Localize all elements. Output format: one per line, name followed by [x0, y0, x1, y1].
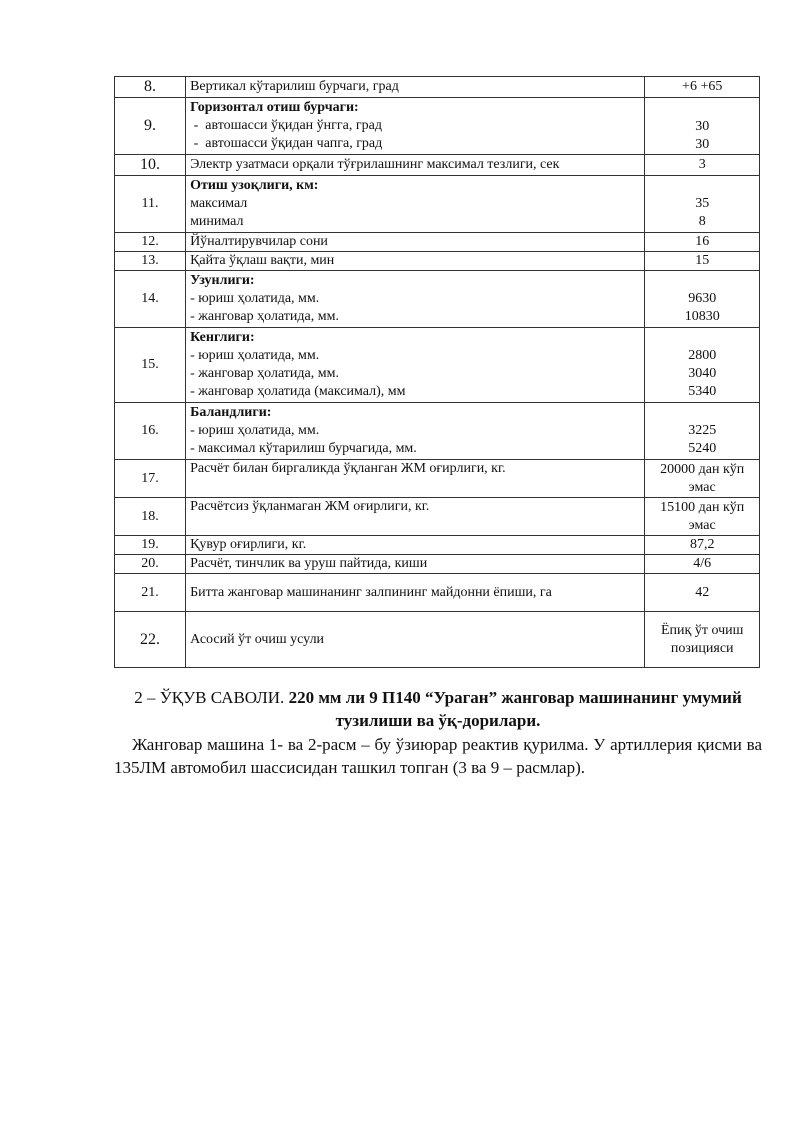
row-value-line: эмас	[688, 479, 716, 495]
row-value-line: 8	[698, 214, 706, 229]
specifications-table	[114, 76, 760, 668]
row-value: 4/6	[645, 555, 760, 574]
row-number: 13.	[115, 252, 186, 271]
row-description: Электр узатмаси орқали тўғрилашнинг максимал тезлиги, сек	[186, 155, 645, 176]
row-value-line: 9630	[688, 291, 717, 306]
row-value-line: 30	[695, 119, 710, 134]
row-subline: - автошасси ўқидан ўнгга, град	[190, 118, 382, 133]
row-description	[186, 403, 645, 460]
row-value-line: эмас	[688, 517, 716, 533]
study-question-section	[114, 686, 762, 779]
table-row	[115, 460, 760, 498]
row-description: Вертикал кўтарилиш бурчаги, град	[186, 77, 645, 98]
row-title: Кенглиги:	[190, 330, 255, 345]
table-row	[115, 155, 760, 176]
table-row	[115, 328, 760, 403]
row-description: Битта жанговар машинанинг залпининг майдонни ёпиши, га	[186, 574, 645, 612]
table-row	[115, 403, 760, 460]
row-value-line: 3040	[688, 366, 717, 381]
row-subline: - автошасси ўқидан чапга, град	[190, 136, 383, 151]
section-paragraph: Жанговар машина 1- ва 2-расм – бу ўзиюрар реактив қурилма. У артиллерия қисми ва 135ЛМ автомобил шассисидан ташкил топган (3 ва 9 – расмлар).	[114, 735, 762, 777]
row-subline: - максимал кўтарилиш бурчагида, мм.	[190, 441, 417, 456]
row-number: 14.	[115, 271, 186, 328]
row-title: Отиш узоқлиги, км:	[190, 178, 319, 193]
table-row	[115, 574, 760, 612]
row-description: Расчёт билан биргаликда ўқланган ЖМ оғирлиги, кг.	[186, 460, 645, 498]
row-subline: - юриш ҳолатида, мм.	[190, 423, 320, 438]
row-description	[186, 271, 645, 328]
row-value	[645, 98, 760, 155]
table-row	[115, 176, 760, 233]
row-value	[645, 176, 760, 233]
row-title: Горизонтал отиш бурчаги:	[190, 100, 359, 115]
row-number: 21.	[115, 574, 186, 612]
row-value-line: 5240	[688, 441, 717, 456]
row-value: 42	[645, 574, 760, 612]
row-value-line: 35	[695, 196, 710, 211]
table-row	[115, 271, 760, 328]
table-row	[115, 555, 760, 574]
row-title: Баландлиги:	[190, 405, 272, 420]
table-row	[115, 252, 760, 271]
row-description: Расчёт, тинчлик ва уруш пайтида, киши	[186, 555, 645, 574]
row-value: +6 +65	[645, 77, 760, 98]
row-description	[186, 98, 645, 155]
row-number: 18.	[115, 498, 186, 536]
row-description	[186, 328, 645, 403]
row-value-line: 15100 дан кўп	[660, 499, 745, 515]
table-row	[115, 612, 760, 668]
table-row	[115, 77, 760, 98]
row-value: 16	[645, 233, 760, 252]
row-number: 9.	[115, 98, 186, 155]
row-subline: - юриш ҳолатида, мм.	[190, 348, 320, 363]
table-row	[115, 233, 760, 252]
row-number: 15.	[115, 328, 186, 403]
row-description: Қайта ўқлаш вақти, мин	[186, 252, 645, 271]
row-number: 22.	[115, 612, 186, 668]
row-description: Йўналтирувчилар сони	[186, 233, 645, 252]
row-subline: минимал	[190, 214, 244, 229]
row-value	[645, 498, 760, 536]
row-value-line: Ёпиқ ўт очиш	[660, 622, 744, 638]
row-subline: - жанговар ҳолатида (максимал), мм	[190, 384, 406, 399]
row-description	[186, 176, 645, 233]
row-value: 3	[645, 155, 760, 176]
row-number: 20.	[115, 555, 186, 574]
table-row	[115, 98, 760, 155]
row-subline: - жанговар ҳолатида, мм.	[190, 366, 339, 381]
row-value-line: позицияси	[670, 640, 734, 656]
row-value-line: 3225	[688, 423, 717, 438]
row-value-line: 2800	[688, 348, 717, 363]
row-value: 87,2	[645, 536, 760, 555]
row-value-line: 5340	[688, 384, 717, 399]
table-row	[115, 498, 760, 536]
row-description: Қувур оғирлиги, кг.	[186, 536, 645, 555]
row-value-line: 10830	[684, 309, 720, 324]
row-number: 11.	[115, 176, 186, 233]
row-number: 16.	[115, 403, 186, 460]
section-heading-prefix: 2 – ЎҚУВ САВОЛИ.	[134, 688, 289, 707]
row-subline: - юриш ҳолатида, мм.	[190, 291, 320, 306]
section-heading	[114, 686, 762, 732]
row-value	[645, 403, 760, 460]
row-description: Расчётсиз ўқланмаган ЖМ оғирлиги, кг.	[186, 498, 645, 536]
row-value	[645, 328, 760, 403]
row-number: 10.	[115, 155, 186, 176]
row-value-line: 20000 дан кўп	[660, 461, 745, 477]
row-description: Асосий ўт очиш усули	[186, 612, 645, 668]
row-value: 15	[645, 252, 760, 271]
section-heading-title: 220 мм ли 9 П140 “Ураган” жанговар машинанинг умумий тузилиши ва ўқ-дорилари.	[288, 688, 742, 730]
row-subline: - жанговар ҳолатида, мм.	[190, 309, 339, 324]
table-row	[115, 536, 760, 555]
row-value	[645, 271, 760, 328]
row-value	[645, 460, 760, 498]
row-value	[645, 612, 760, 668]
row-subline: максимал	[190, 196, 248, 211]
row-number: 8.	[115, 77, 186, 98]
row-number: 17.	[115, 460, 186, 498]
row-number: 12.	[115, 233, 186, 252]
row-number: 19.	[115, 536, 186, 555]
row-title: Узунлиги:	[190, 273, 255, 288]
row-value-line: 30	[695, 137, 710, 152]
